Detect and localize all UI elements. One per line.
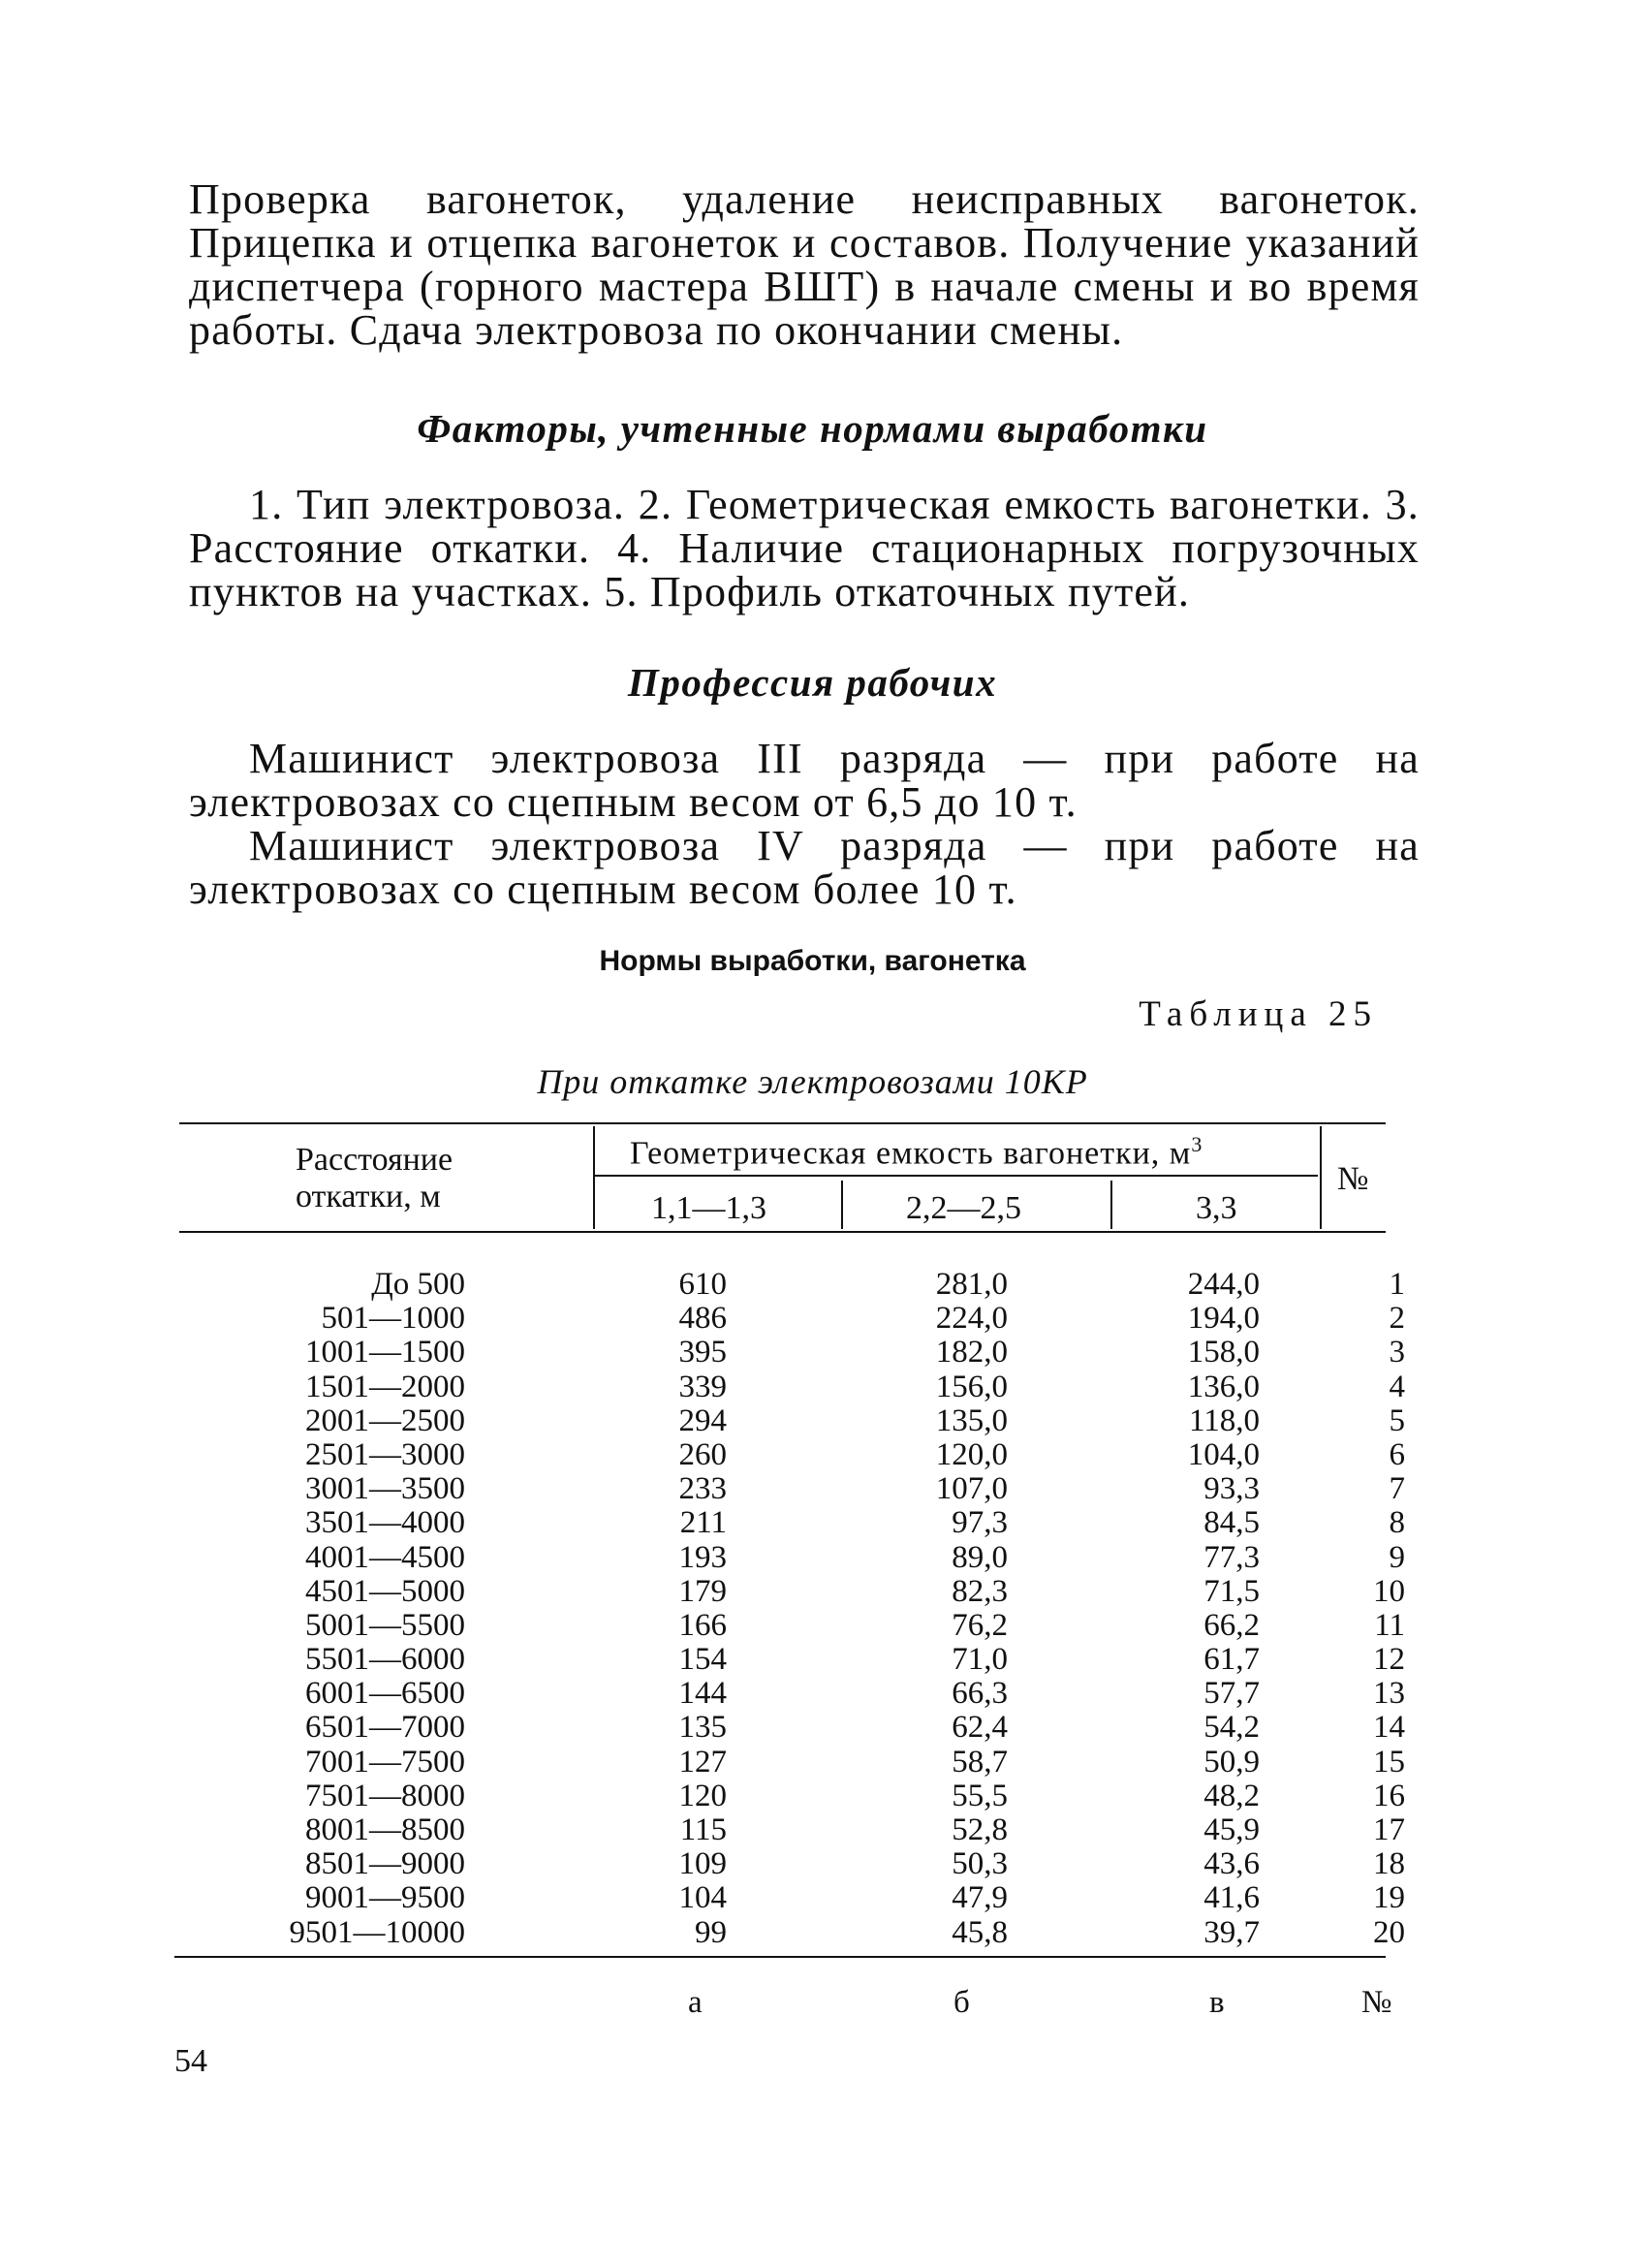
header-divider-4 (1110, 1181, 1112, 1229)
cell-number: 18 (1373, 1846, 1405, 1882)
table-row (0, 1438, 1625, 1472)
cell-a: 260 (678, 1436, 727, 1472)
cell-a: 144 (678, 1676, 727, 1712)
cell-a: 120 (678, 1778, 727, 1813)
table-row (0, 1847, 1625, 1881)
cell-number: 5 (1389, 1402, 1405, 1438)
cell-a: 610 (678, 1267, 727, 1302)
cell-a: 135 (678, 1710, 727, 1746)
cell-b: 66,3 (952, 1676, 1008, 1712)
cell-number: 4 (1389, 1369, 1405, 1404)
cell-a: 99 (695, 1914, 727, 1950)
cell-distance: 2001—2500 (305, 1402, 465, 1438)
cell-number: 15 (1373, 1744, 1405, 1780)
cell-a: 104 (678, 1880, 727, 1916)
cell-a: 154 (678, 1642, 727, 1678)
header-subcol-a: 1,1—1,3 (651, 1190, 766, 1226)
cell-a: 115 (679, 1812, 727, 1847)
header-divider-3 (841, 1181, 843, 1229)
footer-label-b: б (953, 1985, 970, 2020)
cell-distance: 7501—8000 (305, 1778, 465, 1813)
profession-heading: Профессия рабочих (627, 660, 998, 705)
cell-a: 166 (678, 1607, 727, 1643)
table-row (0, 1609, 1625, 1643)
cell-distance: 6001—6500 (305, 1676, 465, 1712)
cell-v: 41,6 (1203, 1880, 1260, 1916)
cell-b: 55,5 (952, 1778, 1008, 1813)
cell-v: 71,5 (1203, 1573, 1260, 1609)
table-row (0, 1711, 1625, 1745)
cell-a: 486 (678, 1301, 727, 1337)
cell-b: 107,0 (935, 1471, 1008, 1507)
cell-number: 6 (1389, 1436, 1405, 1472)
table-body (0, 1268, 1625, 1950)
cell-b: 156,0 (935, 1369, 1008, 1404)
header-capacity (630, 1132, 1203, 1172)
header-number: № (1337, 1161, 1369, 1197)
cell-b: 135,0 (935, 1402, 1008, 1438)
cell-distance: 1501—2000 (305, 1369, 465, 1404)
cell-a: 339 (678, 1369, 727, 1404)
header-capacity-unit-power: 3 (1191, 1132, 1203, 1156)
footer-label-v: в (1209, 1985, 1225, 2020)
header-divider-2 (1320, 1126, 1322, 1229)
table-row (0, 1780, 1625, 1813)
cell-v: 48,2 (1203, 1778, 1260, 1813)
cell-b: 58,7 (952, 1744, 1008, 1780)
footer-label-n: № (1361, 1985, 1392, 2020)
cell-distance: 2501—3000 (305, 1436, 465, 1472)
factors-paragraph: 1. Тип электровоза. 2. Геометрическая емкость вагонетки. 3. Расстояние откатки. 4. Наличие стационарных погрузочных пунктов на участках. 5. Профиль откаточных путей. (189, 481, 1420, 615)
cell-v: 93,3 (1203, 1471, 1260, 1507)
cell-distance: 8501—9000 (305, 1846, 465, 1882)
cell-b: 45,8 (952, 1914, 1008, 1950)
table-bottom-rule (174, 1956, 1386, 1958)
table-row (0, 1404, 1625, 1438)
factors-heading: Факторы, учтенные нормами выработки (417, 406, 1208, 451)
cell-number: 19 (1373, 1880, 1405, 1916)
table-title: Нормы выработки, вагонетка (599, 945, 1026, 977)
cell-b: 82,3 (952, 1573, 1008, 1609)
table-row (0, 1472, 1625, 1506)
cell-number: 17 (1373, 1812, 1405, 1847)
table-row (0, 1370, 1625, 1404)
cell-b: 52,8 (952, 1812, 1008, 1847)
profession-paragraph-2: Машинист электровоза IV разряда — при работе на электровозах со сцепным весом более 10 т. (189, 822, 1420, 913)
cell-distance: 3001—3500 (305, 1471, 465, 1507)
cell-b: 120,0 (935, 1436, 1008, 1472)
table-row (0, 1677, 1625, 1711)
cell-b: 71,0 (952, 1642, 1008, 1678)
table-row (0, 1302, 1625, 1336)
table-row (0, 1881, 1625, 1915)
cell-b: 224,0 (935, 1301, 1008, 1337)
cell-number: 13 (1373, 1676, 1405, 1712)
cell-v: 84,5 (1203, 1505, 1260, 1541)
cell-v: 77,3 (1203, 1539, 1260, 1575)
table-row (0, 1746, 1625, 1780)
cell-distance: 9501—10000 (289, 1914, 465, 1950)
cell-number: 8 (1389, 1505, 1405, 1541)
cell-distance: 5501—6000 (305, 1642, 465, 1678)
table-number: Таблица 25 (1139, 994, 1378, 1034)
cell-a: 127 (678, 1744, 727, 1780)
table-row (0, 1643, 1625, 1677)
profession-paragraph-1: Машинист электровоза III разряда — при работе на электровозах со сцепным весом от 6,5 до 10 т. (189, 735, 1420, 826)
cell-distance: 7001—7500 (305, 1744, 465, 1780)
cell-v: 57,7 (1203, 1676, 1260, 1712)
cell-b: 62,4 (952, 1710, 1008, 1746)
cell-v: 158,0 (1187, 1335, 1260, 1370)
cell-distance: До 500 (371, 1267, 465, 1302)
cell-a: 395 (678, 1335, 727, 1370)
cell-distance: 3501—4000 (305, 1505, 465, 1541)
cell-v: 54,2 (1203, 1710, 1260, 1746)
cell-number: 10 (1373, 1573, 1405, 1609)
table-row (0, 1336, 1625, 1370)
cell-b: 76,2 (952, 1607, 1008, 1643)
table-top-rule (179, 1122, 1386, 1124)
cell-number: 16 (1373, 1778, 1405, 1813)
header-capacity-label: Геометрическая емкость вагонетки, м (630, 1135, 1192, 1172)
cell-distance: 4001—4500 (305, 1539, 465, 1575)
table-subtitle: При откатке электровозами 10КР (537, 1062, 1088, 1101)
header-subcol-b: 2,2—2,5 (906, 1190, 1021, 1226)
header-bottom-rule (179, 1231, 1386, 1233)
cell-distance: 9001—9500 (305, 1880, 465, 1916)
cell-distance: 6501—7000 (305, 1710, 465, 1746)
cell-distance: 4501—5000 (305, 1573, 465, 1609)
cell-v: 43,6 (1203, 1846, 1260, 1882)
cell-number: 20 (1373, 1914, 1405, 1950)
cell-number: 1 (1389, 1267, 1405, 1302)
cell-v: 39,7 (1203, 1914, 1260, 1950)
header-distance-line2: откатки, м (296, 1179, 441, 1214)
cell-b: 47,9 (952, 1880, 1008, 1916)
cell-a: 179 (678, 1573, 727, 1609)
cell-v: 244,0 (1187, 1267, 1260, 1302)
footer-label-a: а (688, 1985, 703, 2020)
cell-b: 50,3 (952, 1846, 1008, 1882)
header-divider-1 (593, 1126, 595, 1229)
cell-distance: 501—1000 (321, 1301, 465, 1337)
cell-v: 45,9 (1203, 1812, 1260, 1847)
cell-b: 281,0 (935, 1267, 1008, 1302)
cell-b: 97,3 (952, 1505, 1008, 1541)
table-row (0, 1506, 1625, 1540)
cell-distance: 1001—1500 (305, 1335, 465, 1370)
header-mid-rule (595, 1175, 1318, 1177)
cell-number: 11 (1374, 1607, 1405, 1643)
cell-number: 14 (1373, 1710, 1405, 1746)
page-number: 54 (174, 2043, 207, 2079)
intro-paragraph: Проверка вагонеток, удаление неисправных вагонеток. Прицепка и отцепка вагонеток и составов. Получение указаний диспетчера (горного мастера ВШТ) в начале смены и во время работы. Сдача электровоза по окончании смены. (189, 175, 1420, 354)
table-row (0, 1916, 1625, 1950)
table-row (0, 1575, 1625, 1609)
table-row (0, 1813, 1625, 1847)
cell-v: 194,0 (1187, 1301, 1260, 1337)
cell-distance: 5001—5500 (305, 1607, 465, 1643)
cell-distance: 8001—8500 (305, 1812, 465, 1847)
cell-b: 89,0 (952, 1539, 1008, 1575)
cell-a: 211 (679, 1505, 727, 1541)
table-row (0, 1268, 1625, 1302)
cell-a: 193 (678, 1539, 727, 1575)
cell-number: 7 (1389, 1471, 1405, 1507)
cell-number: 2 (1389, 1301, 1405, 1337)
header-distance-line1: Расстояние (296, 1142, 453, 1178)
cell-a: 109 (678, 1846, 727, 1882)
cell-b: 182,0 (935, 1335, 1008, 1370)
cell-a: 233 (678, 1471, 727, 1507)
cell-v: 61,7 (1203, 1642, 1260, 1678)
cell-number: 12 (1373, 1642, 1405, 1678)
header-subcol-v: 3,3 (1196, 1190, 1237, 1226)
cell-a: 294 (678, 1402, 727, 1438)
table-row (0, 1541, 1625, 1575)
cell-number: 9 (1389, 1539, 1405, 1575)
cell-v: 136,0 (1187, 1369, 1260, 1404)
cell-v: 66,2 (1203, 1607, 1260, 1643)
cell-v: 50,9 (1203, 1744, 1260, 1780)
cell-v: 104,0 (1187, 1436, 1260, 1472)
cell-v: 118,0 (1188, 1402, 1260, 1438)
cell-number: 3 (1389, 1335, 1405, 1370)
